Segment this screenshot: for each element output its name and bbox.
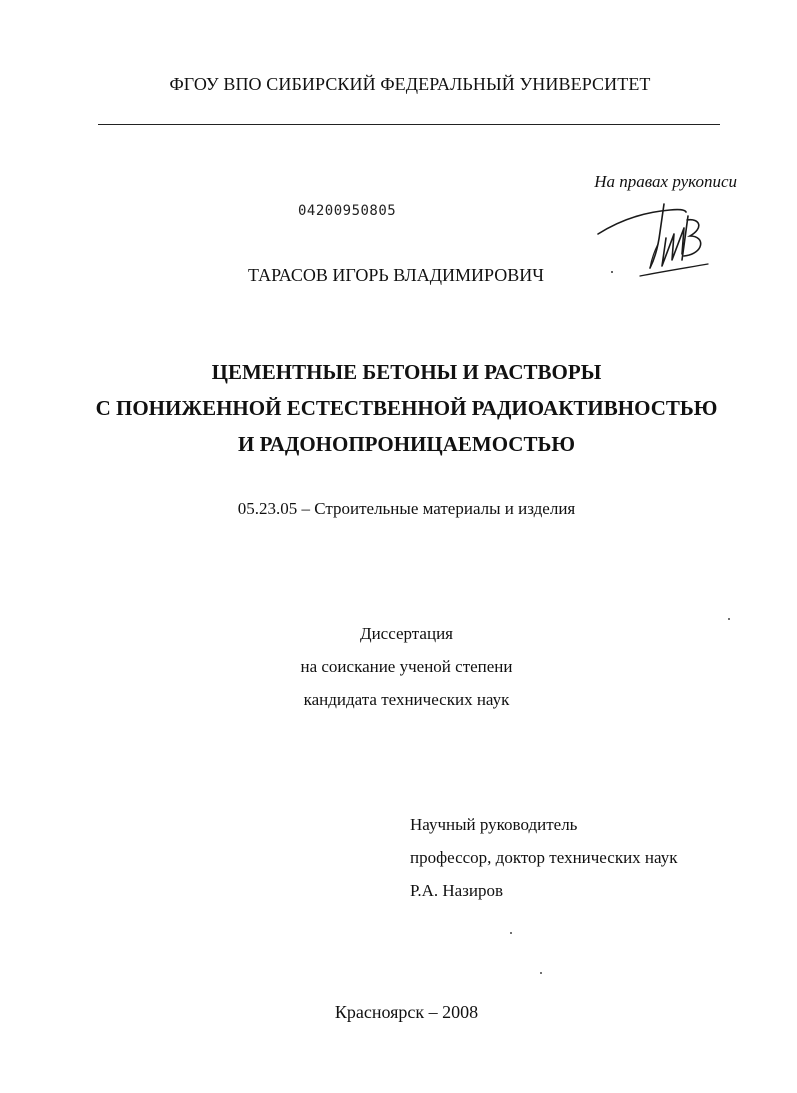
author-name: ТАРАСОВ ИГОРЬ ВЛАДИМИРОВИЧ [248,265,544,285]
dissertation-degree-name: кандидата технических наук [303,690,510,709]
supervisor-role: Научный руководитель [410,815,578,834]
supervisor-name: Р.А. Назиров [410,881,504,900]
catalog-number: 04200950805 [298,203,397,219]
author-signature [590,198,720,282]
thesis-title-line-3: И РАДОНОПРОНИЦАЕМОСТЬЮ [237,432,575,456]
thesis-title-line-2: С ПОНИЖЕННОЙ ЕСТЕСТВЕННОЙ РАДИОАКТИВНОСТЬЮ [95,396,718,420]
specialty-code: 05.23.05 – Строительные материалы и изделия [237,499,576,518]
rights-note: На правах рукописи [594,172,737,191]
scan-speck [510,932,512,934]
university-name: ФГОУ ВПО СИБИРСКИЙ ФЕДЕРАЛЬНЫЙ УНИВЕРСИТЕТ [169,74,651,94]
place-and-year: Красноярск – 2008 [334,1002,479,1022]
supervisor-degree: профессор, доктор технических наук [410,848,678,867]
header-divider [98,124,720,125]
dissertation-label: Диссертация [359,624,453,643]
dissertation-degree-line: на соискание ученой степени [300,657,513,676]
scan-speck [728,618,730,620]
thesis-title-line-1: ЦЕМЕНТНЫЕ БЕТОНЫ И РАСТВОРЫ [211,360,602,384]
scan-speck [540,972,542,974]
